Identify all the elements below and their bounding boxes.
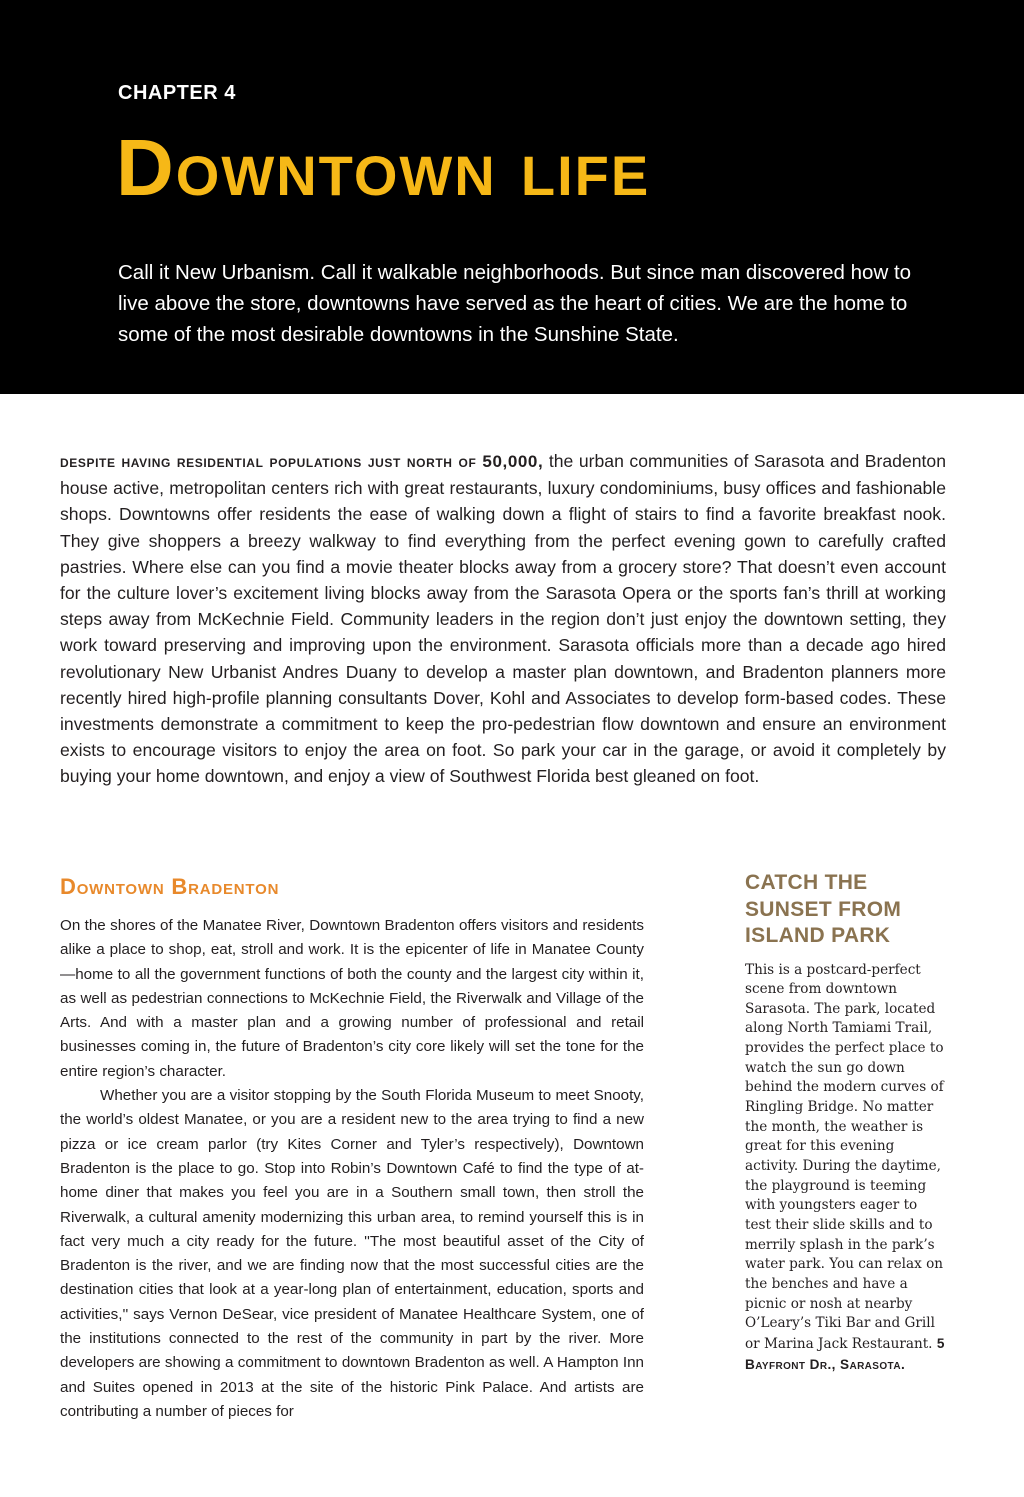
chapter-intro: Call it New Urbanism. Call it walkable neighborhoods. But since man discovered how to live above the store, downtowns have served as the heart of cities. We are the home to some of the most desirable downtowns in the Sunshine State. [118, 261, 912, 346]
sidebar-body [745, 961, 945, 1376]
sidebar-address: 5 Bayfront Dr., Sarasota. [745, 1335, 945, 1372]
article-paragraph: On the shores of the Manatee River, Downtown Bradenton offers visitors and residents alike a place to shop, eat, stroll and work. It is the epicenter of life in Manatee County—home to all the government functions of both the county and the largest city within it, as well as pedestrian connections to McKechnie Field, the Riverwalk and Village of the Arts. And with a master plan and a growing number of professional and retail businesses coming in, the future of Bradenton’s city core likely will set the tone for the entire region’s character. [60, 917, 644, 1080]
sidebar-box [745, 870, 945, 1375]
sidebar-text: This is a postcard-perfect scene from downtown Sarasota. The park, located along North Tamiami Trail, provides the perfect place to watch the sun go down behind the modern curves of Ringling Bridge. No matter the month, the weather is great for this evening activity. During the daytime, the playground is teeming with youngsters eager to test their slide skills and to merrily splash in the park’s water park. You can relax on the benches and have a picnic or nosh at nearby O’Leary’s Tiki Bar and Grill or Marina Jack Restaurant. [745, 961, 944, 1352]
lead-paragraph [60, 448, 946, 790]
article-column [60, 914, 644, 1424]
page-title: Downtown life [116, 123, 651, 212]
section-heading: Downtown Bradenton [60, 874, 280, 899]
chapter-label: CHAPTER 4 [118, 82, 236, 104]
article-paragraph: Whether you are a visitor stopping by the South Florida Museum to meet Snooty, the world’s oldest Manatee, or you are a resident new to the area trying to find a new pizza or ice cream parlor (try Kites Corner and Tyler’s respectively), Downtown Bradenton is the place to go. Stop into Robin’s Downtown Café to find the type of at-home diner that makes you feel you are in a Southern small town, then stroll the Riverwalk, a cultural amenity modernizing this urban area, to remind yourself this is in fact very much a city ready for the future. ''The most beautiful asset of the City of Bradenton is the river, and we are finding now that the most successful cities are the destination cities that look at a year-long plan of entertainment, education, sports and activities,'' says Vernon DeSear, vice president of Manatee Healthcare System, one of the institutions connected to the rest of the community in part by the river. More developers are showing a commitment to downtown Bradenton as well. A Hampton Inn and Suites opened in 2013 at the site of the historic Pink Palace. And artists are contributing a number of pieces for [60, 1087, 644, 1420]
sidebar-title: CATCH THE SUNSET FROM ISLAND PARK [745, 871, 902, 947]
lead-text: the urban communities of Sarasota and Bradenton house active, metropolitan centers rich with great restaurants, luxury condominiums, busy offices and fashionable shops. Downtowns offer residents the ease of walking down a flight of stairs to find a favorite breakfast nook. They give shoppers a breezy walkway to find everything from the perfect evening gown to carefully crafted pastries. Where else can you find a movie theater blocks away from a grocery store? That doesn’t even account for the culture lover’s excitement living blocks away from the Sarasota Opera or the sports fan’s thrill at working steps away from McKechnie Field. Community leaders in the region don’t just enjoy the downtown setting, they work toward preserving and improving upon the environment. Sarasota officials more than a decade ago hired revolutionary New Urbanist Andres Duany to develop a master plan downtown, and Bradenton planners more recently hired high-profile planning consultants Dover, Kohl and Associates to develop form-based codes. These investments demonstrate a commitment to keep the pro-pedestrian flow downtown and ensure an environment exists to encourage visitors to enjoy the area on foot. So park your car in the garage, or avoid it completely by buying your home downtown, and enjoy a view of Southwest Florida best gleaned on foot. [60, 451, 946, 787]
lead-small-caps: despite having residential populations just north of 50,000, [60, 452, 544, 471]
chapter-header [0, 0, 1024, 394]
